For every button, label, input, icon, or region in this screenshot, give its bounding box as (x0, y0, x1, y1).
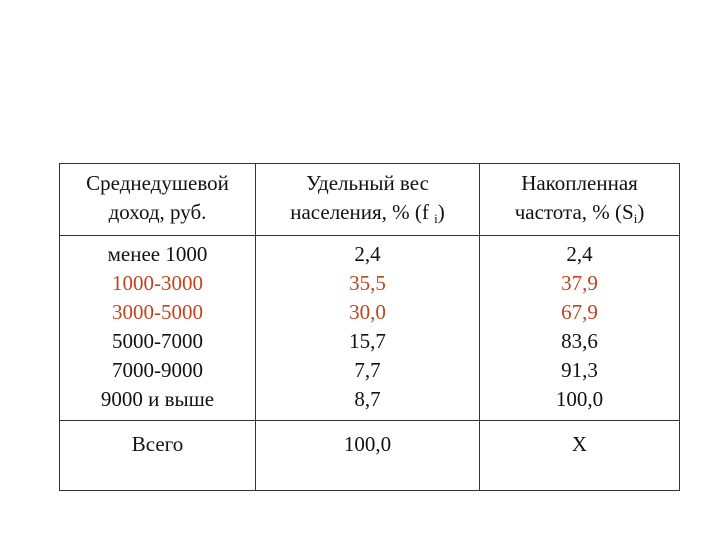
cumulative-cell: 2,4 (566, 242, 593, 266)
income-cell: 3000-5000 (112, 300, 203, 324)
header-income-line2 (60, 198, 255, 227)
header-cumulative-line2-text: частота, % (S (514, 200, 634, 224)
total-cumulative-cell: Х (480, 421, 680, 491)
header-income-line1: Среднедушевой (86, 171, 229, 195)
income-column (60, 236, 256, 421)
share-cell: 7,7 (354, 358, 381, 382)
header-share (256, 164, 480, 236)
income-cell: 9000 и выше (100, 387, 215, 411)
table-body-row (60, 236, 680, 421)
share-cell: 35,5 (349, 271, 386, 295)
header-cumulative-line2-suffix: ) (637, 200, 645, 224)
cumulative-cell: 37,9 (561, 271, 598, 295)
income-cell: 7000-9000 (112, 358, 203, 382)
income-cell: 5000-7000 (112, 329, 203, 353)
cumulative-cell: 83,6 (561, 329, 598, 353)
header-income (60, 164, 256, 236)
cumulative-column (480, 236, 680, 421)
share-cell: 8,7 (354, 387, 381, 411)
share-cell: 2,4 (354, 242, 381, 266)
header-cumulative-line1: Накопленная (521, 171, 638, 195)
total-label-cell: Всего (60, 421, 256, 491)
header-cumulative-subscript: i (633, 211, 638, 226)
table-header-row (60, 164, 680, 236)
header-share-line2-text: населения, % (f (290, 200, 435, 224)
header-income-line2-text: доход, руб. (108, 200, 207, 224)
table-total-row (60, 421, 680, 491)
header-cumulative (480, 164, 680, 236)
cumulative-cell: 100,0 (555, 387, 604, 411)
share-cell: 30,0 (349, 300, 386, 324)
header-cumulative-line2 (480, 198, 679, 227)
income-cell: 1000-3000 (112, 271, 203, 295)
income-distribution-table (59, 163, 680, 491)
header-share-line1: Удельный вес (306, 171, 429, 195)
header-share-subscript: i (434, 211, 438, 226)
cumulative-cell: 91,3 (561, 358, 598, 382)
header-share-line2 (256, 198, 479, 227)
share-cell: 15,7 (349, 329, 386, 353)
income-cell: менее 1000 (107, 242, 208, 266)
total-share-cell: 100,0 (256, 421, 480, 491)
header-share-line2-suffix: ) (437, 200, 445, 224)
cumulative-cell: 67,9 (561, 300, 598, 324)
share-column (256, 236, 480, 421)
